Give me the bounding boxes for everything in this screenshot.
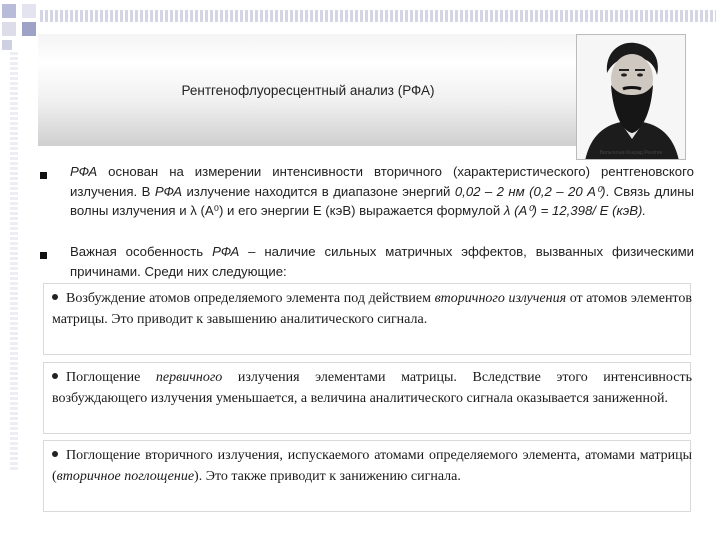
abbr-rfa: РФА — [154, 183, 183, 199]
bullet-marker — [40, 252, 47, 259]
decor-square — [22, 4, 36, 18]
text: от атомов элементов матрицы. Это приводит к завышению аналитического сигнала. — [52, 291, 692, 327]
decor-square — [2, 4, 16, 18]
text: ). Это также приводит к занижению сигнала. — [194, 469, 461, 484]
effect-item — [52, 367, 692, 409]
text: излучение находится в диапазоне энергий — [182, 183, 455, 199]
emphasis: вторичное поглощение — [56, 469, 195, 484]
text: Поглощение вторичного излучения, испускаемого атомами определяемого элемента, атомами матрицы ( — [52, 448, 692, 484]
decor-square — [22, 22, 36, 36]
text: Важная особенность — [70, 244, 213, 259]
decor-square — [2, 40, 12, 50]
bullet-paragraph — [70, 162, 694, 221]
emphasis: вторичного излучения — [434, 291, 567, 306]
portrait-image — [576, 34, 686, 160]
abbr-rfa: РФА — [212, 244, 240, 259]
bullet-dot — [52, 294, 58, 300]
text: . Связь длины волны излучения и λ (А⁰) и его энергии Е (кэВ) выражается формулой — [70, 183, 695, 218]
text: основан на измерении интенсивности вторичного (характеристического) рентгеновского излучения. В — [70, 164, 694, 199]
bullet-dot — [52, 451, 58, 457]
formula: λ (А⁰) = 12,398/ Е (кэВ). — [503, 203, 647, 218]
bullet-marker — [40, 172, 47, 179]
text: – наличие сильных матричных эффектов, вызванных физическими причинами. Среди них следующие: — [70, 244, 695, 279]
portrait-caption: Вильгельм Конрад Рентген — [599, 150, 663, 156]
bullet-paragraph — [70, 242, 694, 281]
emphasis: первичного — [155, 370, 223, 385]
abbr-rfa: РФА — [70, 164, 98, 179]
text: излучения элементами матрицы. Вследствие этого интенсивность возбуждающего излучения уменьшается, а величина аналитического сигнала оказывается заниженной. — [52, 370, 692, 406]
decor-square — [2, 22, 16, 36]
slide-title: Рентгенофлуоресцентный анализ (РФА) — [181, 83, 435, 98]
decor-top-bar — [40, 10, 716, 22]
text: Поглощение — [66, 370, 156, 385]
energy-range: 0,02 – 2 нм (0,2 – 20 А⁰) — [454, 183, 606, 199]
effect-item — [52, 288, 692, 330]
bullet-dot — [52, 373, 58, 379]
text: Возбуждение атомов определяемого элемента под действием — [66, 291, 435, 306]
decor-left-bar — [10, 52, 18, 472]
effect-item — [52, 445, 692, 487]
